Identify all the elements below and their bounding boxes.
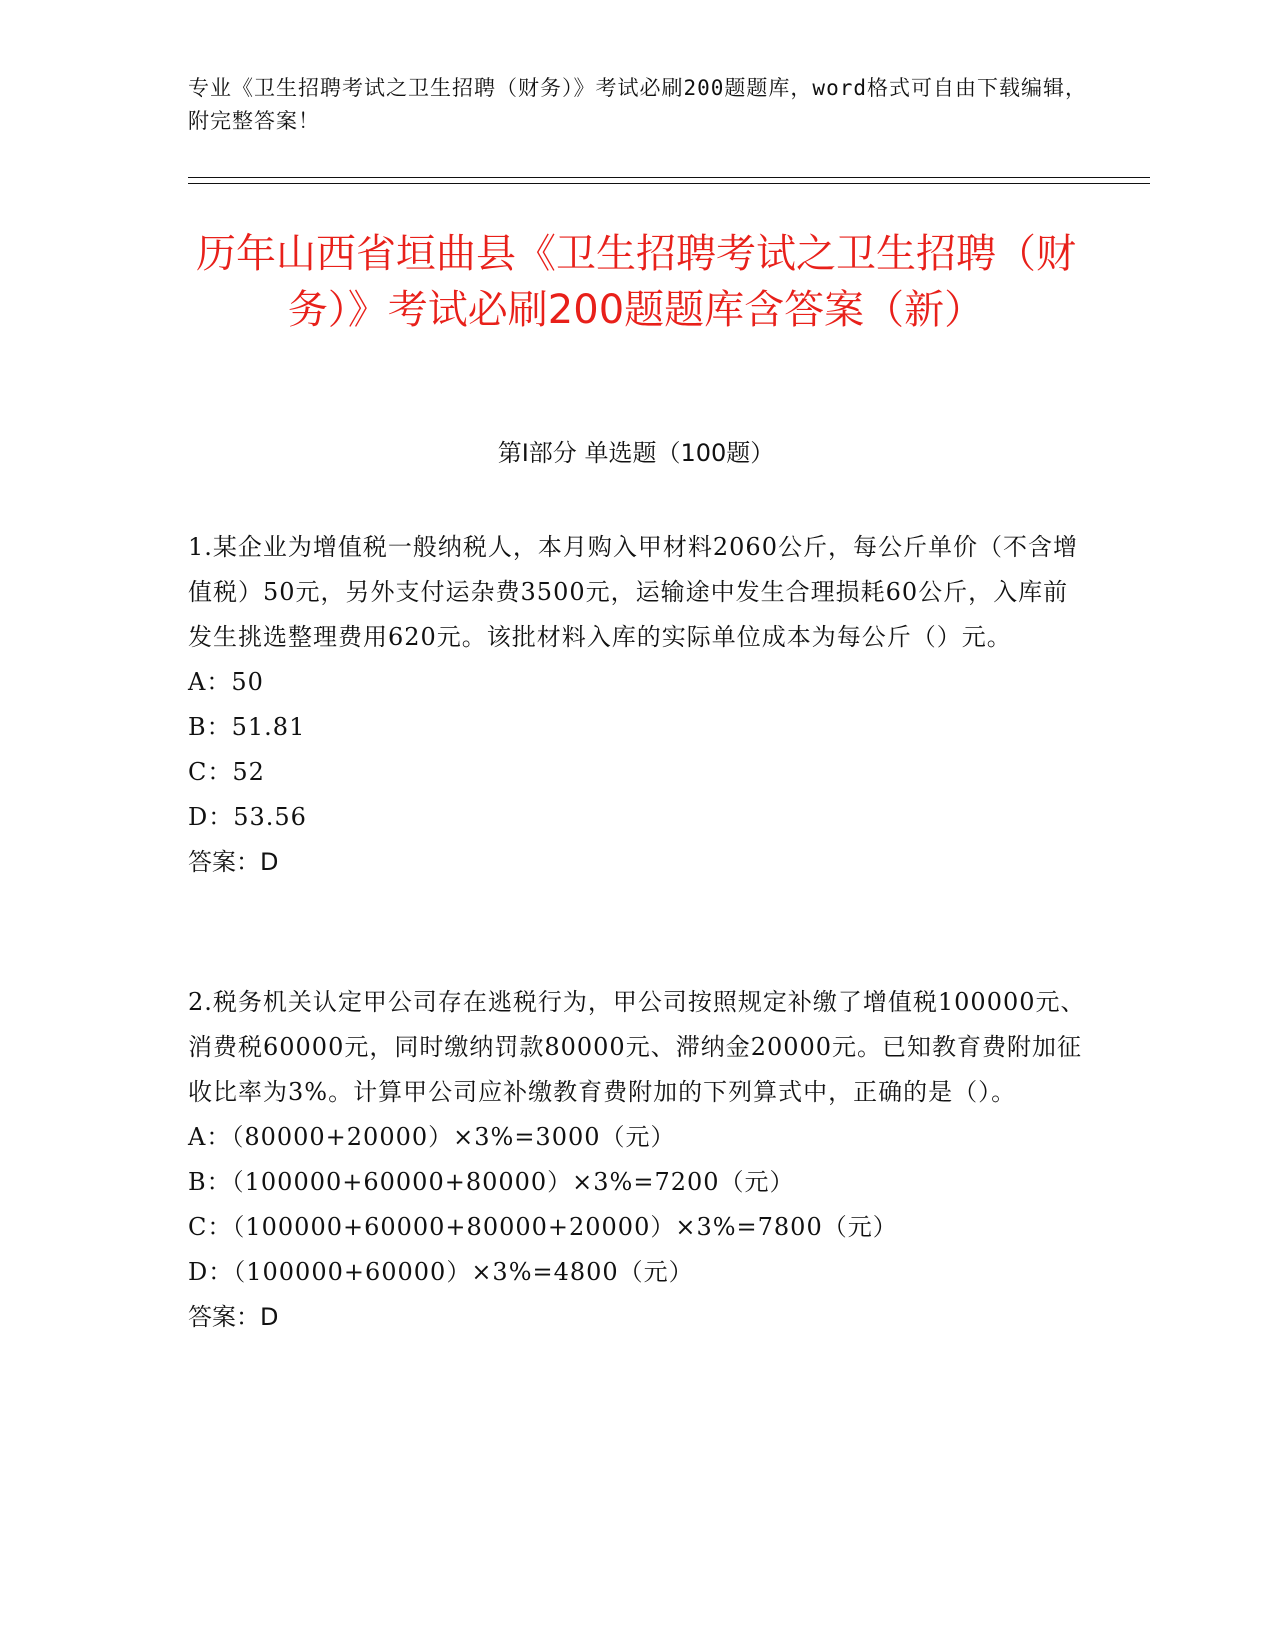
question-2 — [188, 980, 1088, 1340]
option-d: D：（100000+60000）×3%=4800（元） — [188, 1258, 694, 1286]
option-d: D：53.56 — [188, 803, 307, 831]
header-divider-top — [188, 177, 1150, 178]
option-a: A：50 — [188, 668, 264, 696]
option-a: A：（80000+20000）×3%=3000（元） — [188, 1123, 676, 1151]
answer-line: 答案：D — [188, 1303, 279, 1331]
header-note: 专业《卫生招聘考试之卫生招聘（财务）》考试必刷200题题库，word格式可自由下载编辑，附完整答案！ — [188, 76, 1087, 133]
question-stem: 1.某企业为增值税一般纳税人，本月购入甲材料2060公斤，每公斤单价（不含增值税）50元，另外支付运杂费3500元，运输途中发生合理损耗60公斤，入库前发生挑选整理费用620元。该批材料入库的实际单位成本为每公斤（）元。 — [188, 533, 1078, 651]
header-divider-bottom — [188, 183, 1150, 184]
option-c: C：52 — [188, 758, 265, 786]
answer-line: 答案：D — [188, 848, 279, 876]
option-c: C：（100000+60000+80000+20000）×3%=7800（元） — [188, 1213, 898, 1241]
option-b: B：（100000+60000+80000）×3%=7200（元） — [188, 1168, 795, 1196]
question-1 — [188, 525, 1088, 885]
document-title: 历年山西省垣曲县《卫生招聘考试之卫生招聘（财务）》考试必刷200题题库含答案（新） — [196, 231, 1076, 333]
section-title: 第I部分 单选题（100题） — [497, 439, 775, 467]
question-stem: 2.税务机关认定甲公司存在逃税行为，甲公司按照规定补缴了增值税100000元、消费税60000元，同时缴纳罚款80000元、滞纳金20000元。已知教育费附加征收比率为3%。计算甲公司应补缴教育费附加的下列算式中，正确的是（）。 — [188, 988, 1086, 1106]
option-b: B：51.81 — [188, 713, 306, 741]
